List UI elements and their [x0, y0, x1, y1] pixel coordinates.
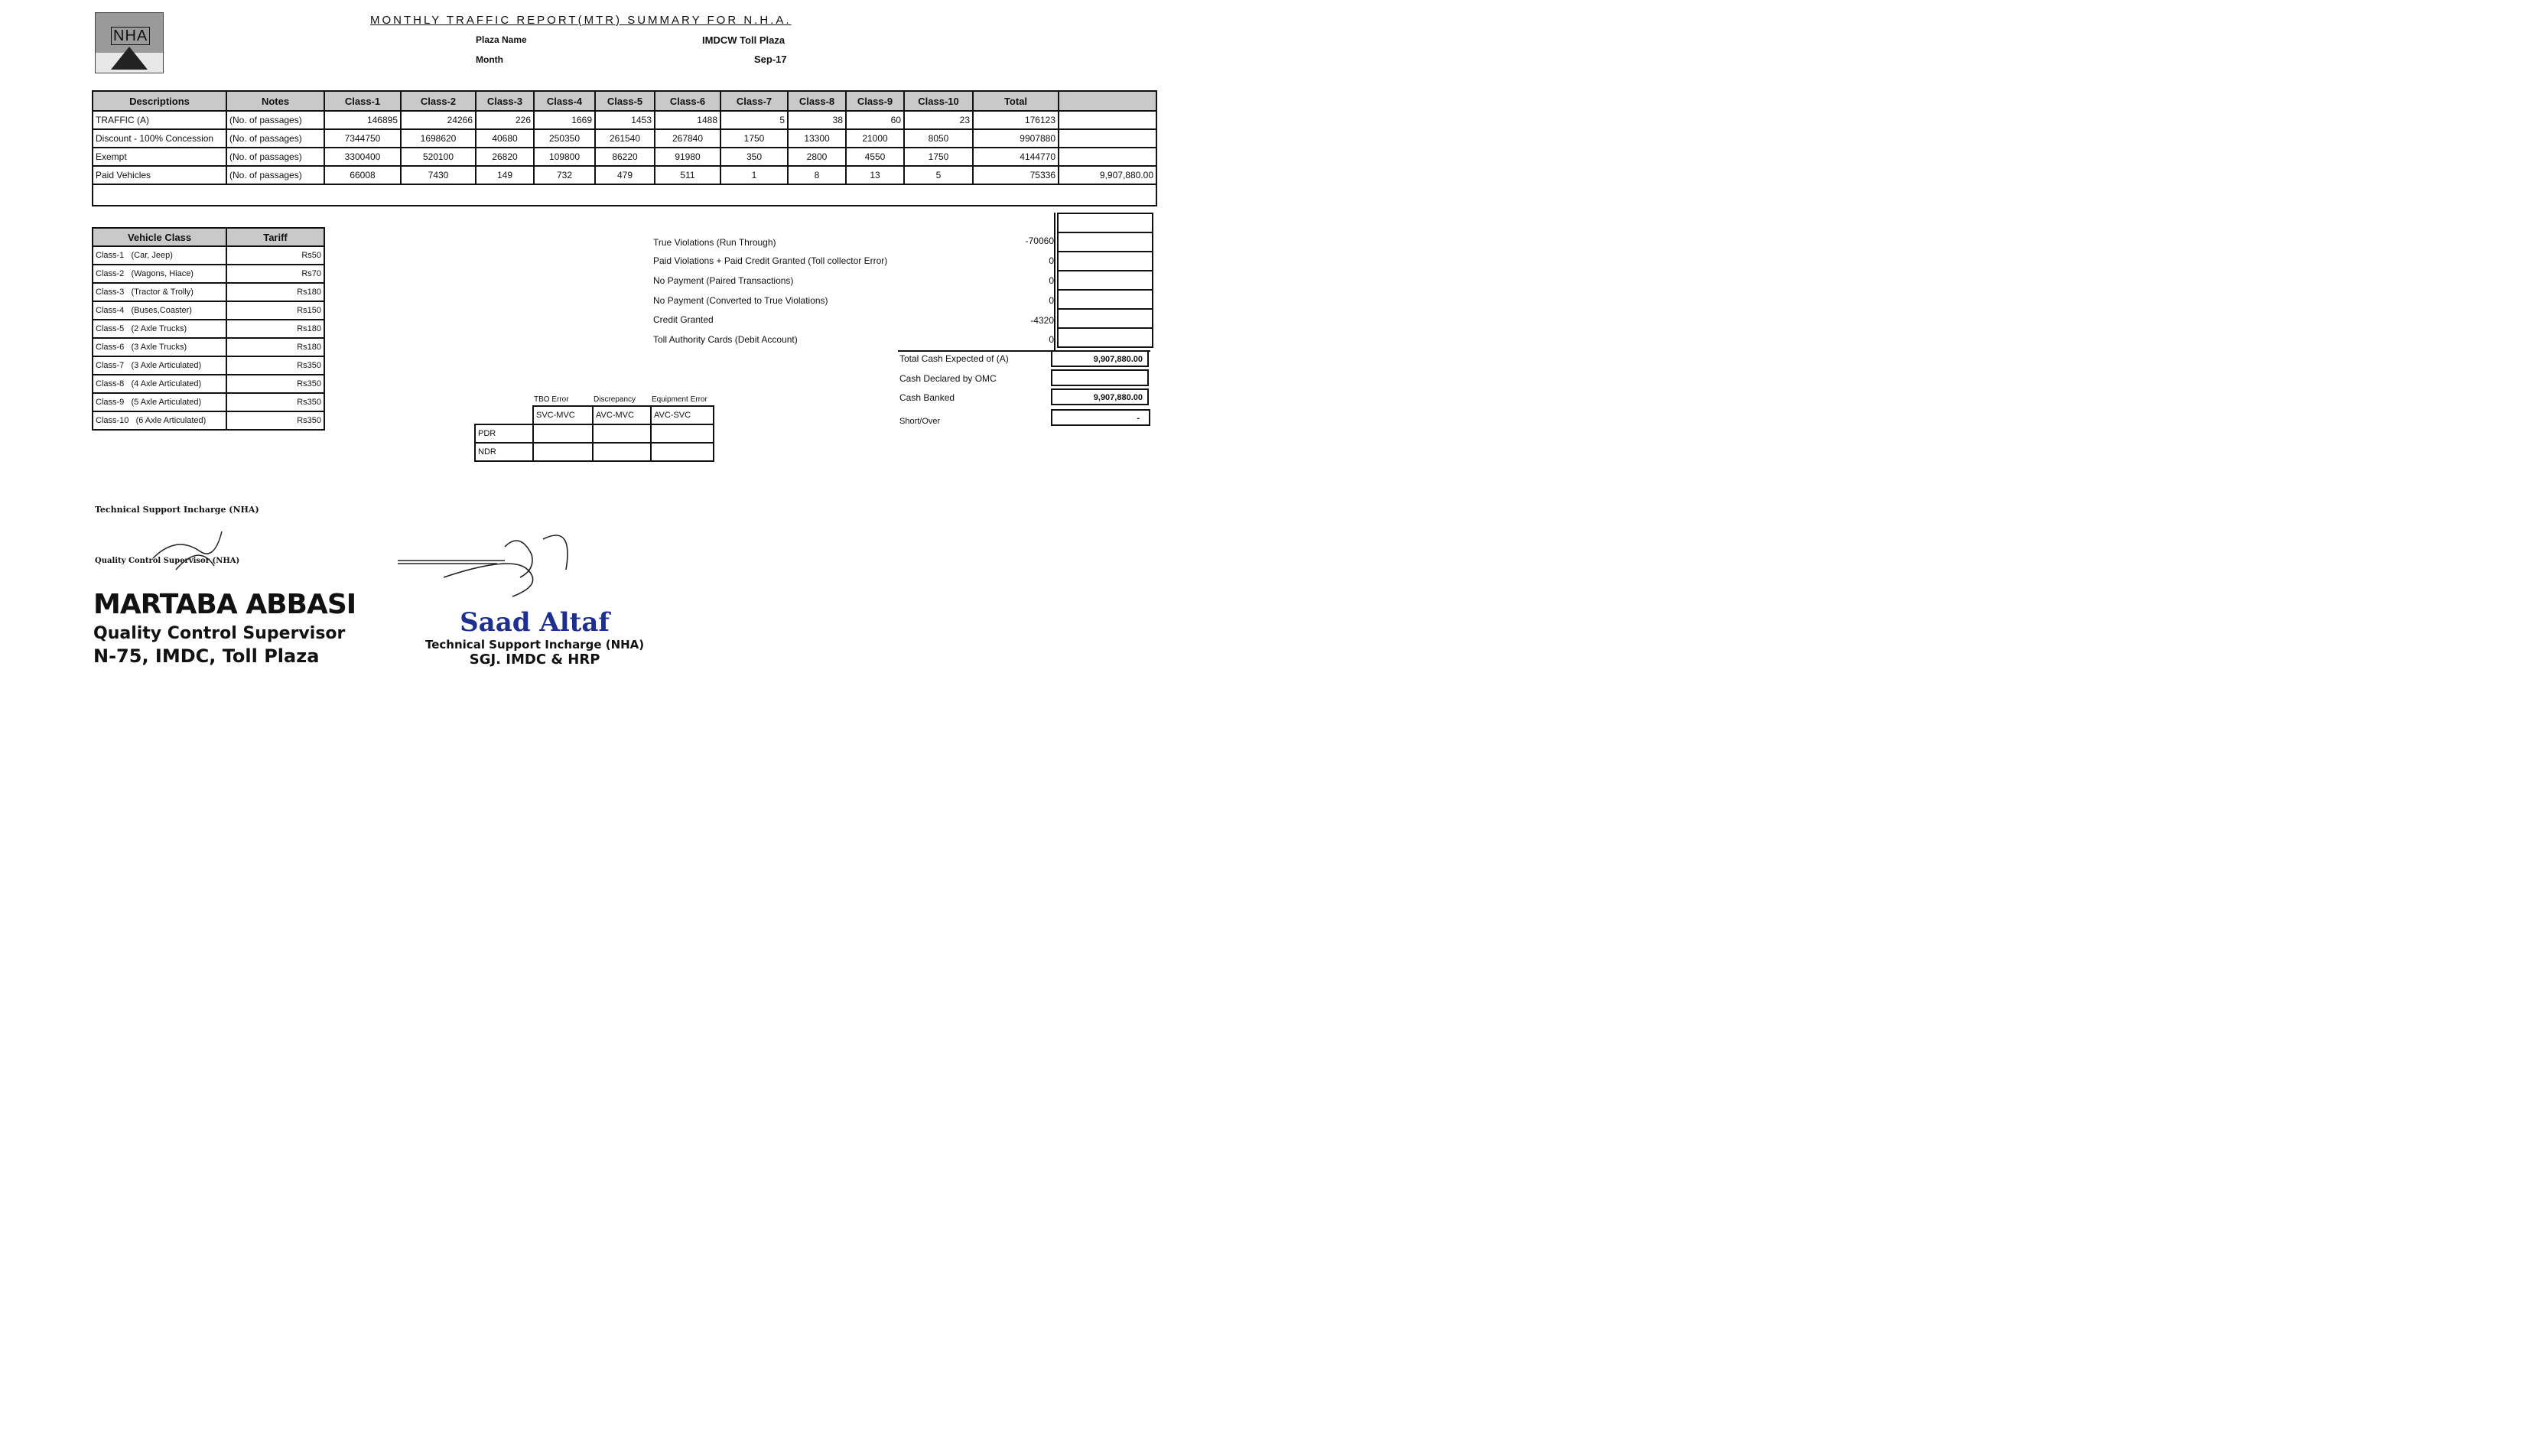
class-desc: (Car, Jeep) [131, 251, 173, 260]
class-name: Class-7 [96, 361, 125, 370]
row-notes: (No. of passages) [226, 166, 324, 184]
cell: 1669 [534, 111, 595, 129]
class-desc: (Buses,Coaster) [131, 306, 192, 315]
table-row [475, 424, 714, 443]
tariff: Rs180 [226, 320, 324, 338]
tariff: Rs50 [226, 246, 324, 265]
stamp1-title: Quality Control Supervisor [93, 623, 346, 643]
header-cell: Class-10 [904, 91, 973, 111]
tariff: Rs350 [226, 393, 324, 411]
row-total: 9907880 [973, 129, 1059, 148]
cell: 5 [720, 111, 788, 129]
table-row [93, 320, 324, 338]
cell: 40680 [476, 129, 534, 148]
row-notes: (No. of passages) [226, 111, 324, 129]
cell: 1698620 [401, 129, 476, 148]
violation-label: Toll Authority Cards (Debit Account) [653, 334, 798, 345]
error-sub-header: AVC-MVC [593, 406, 651, 424]
header-cell: Descriptions [93, 91, 226, 111]
header-cell: Class-2 [401, 91, 476, 111]
class-name: Class-8 [96, 379, 125, 388]
class-name: Class-6 [96, 343, 125, 352]
cell: 86220 [595, 148, 655, 166]
cell: 1750 [904, 148, 973, 166]
row-label: NDR [475, 443, 533, 461]
row-extra: 9,907,880.00 [1059, 166, 1156, 184]
table-row [93, 301, 324, 320]
error-top-header: Equipment Error [652, 395, 707, 404]
cell: 38 [788, 111, 846, 129]
cell: 91980 [655, 148, 720, 166]
month-label: Month [476, 54, 503, 65]
table-row [475, 443, 714, 461]
violation-label: No Payment (Paired Transactions) [653, 275, 794, 286]
cash-label: Cash Banked [899, 392, 955, 403]
stamp1-place: N-75, IMDC, Toll Plaza [93, 645, 320, 668]
error-sub-header: AVC-SVC [651, 406, 714, 424]
row-notes: (No. of passages) [226, 129, 324, 148]
cell: 109800 [534, 148, 595, 166]
class-name: Class-5 [96, 324, 125, 333]
class-name: Class-10 [96, 416, 129, 425]
cell: 149 [476, 166, 534, 184]
stamp2-name: Saad Altaf [460, 607, 610, 638]
cell: 8 [788, 166, 846, 184]
month-value: Sep-17 [754, 54, 787, 65]
cell: 5 [904, 166, 973, 184]
cell: 520100 [401, 148, 476, 166]
class-desc: (3 Axle Trucks) [131, 343, 187, 352]
table-row [93, 111, 1156, 129]
logo-text: NHA [111, 27, 150, 45]
violation-value: 0 [1049, 334, 1054, 345]
class-name: Class-4 [96, 306, 125, 315]
tariff: Rs70 [226, 265, 324, 283]
tariff: Rs350 [226, 375, 324, 393]
header-cell: Vehicle Class [93, 228, 226, 246]
violation-value: 0 [1049, 255, 1054, 266]
tech-support-label: Technical Support Incharge (NHA) [95, 505, 259, 515]
header-cell: Class-5 [595, 91, 655, 111]
class-desc: (2 Axle Trucks) [131, 324, 187, 333]
cell: 732 [534, 166, 595, 184]
cell: 26820 [476, 148, 534, 166]
plaza-label: Plaza Name [476, 34, 527, 45]
blank-row [93, 184, 1156, 206]
cash-value: 9,907,880.00 [1051, 388, 1149, 405]
class-desc: (6 Axle Articulated) [135, 416, 207, 425]
class-name: Class-1 [96, 251, 125, 260]
cell: 23 [904, 111, 973, 129]
violation-boxes [1057, 213, 1153, 348]
table-row [93, 148, 1156, 166]
cash-label: Short/Over [899, 417, 941, 426]
class-desc: (Tractor & Trolly) [131, 288, 194, 297]
tariff: Rs180 [226, 283, 324, 301]
cell: 226 [476, 111, 534, 129]
stamp2-title: Technical Support Incharge (NHA) [425, 638, 645, 652]
table-row [93, 356, 324, 375]
table-row [93, 129, 1156, 148]
violation-label: True Violations (Run Through) [653, 237, 776, 248]
error-top-header: Discrepancy [594, 395, 636, 404]
header-cell [1059, 91, 1156, 111]
cash-label: Cash Declared by OMC [899, 373, 997, 384]
class-desc: (Wagons, Hiace) [131, 269, 194, 278]
header-cell: Class-4 [534, 91, 595, 111]
row-extra [1059, 111, 1156, 129]
row-extra [1059, 148, 1156, 166]
row-desc: TRAFFIC (A) [93, 111, 226, 129]
error-sub-header: SVC-MVC [533, 406, 593, 424]
class-desc: (5 Axle Articulated) [131, 398, 202, 407]
traffic-header-row [93, 91, 1156, 111]
stamp-saad-altaf [425, 607, 644, 668]
cash-label: Total Cash Expected of (A) [899, 353, 1009, 364]
plaza-value: IMDCW Toll Plaza [702, 34, 785, 46]
cell: 267840 [655, 129, 720, 148]
cell: 511 [655, 166, 720, 184]
cell: 1453 [595, 111, 655, 129]
violation-label: Paid Violations + Paid Credit Granted (Toll collector Error) [653, 255, 888, 266]
class-name: Class-2 [96, 269, 125, 278]
violation-value: 0 [1049, 295, 1054, 306]
row-extra [1059, 129, 1156, 148]
header-cell: Class-9 [846, 91, 904, 111]
row-desc: Exempt [93, 148, 226, 166]
row-notes: (No. of passages) [226, 148, 324, 166]
violation-value: -70060 [1025, 236, 1054, 246]
table-row [93, 166, 1156, 184]
cell: 479 [595, 166, 655, 184]
header-cell: Class-8 [788, 91, 846, 111]
qc-label: Quality Control Supervisor (NHA) [95, 557, 240, 565]
tariff-table [92, 227, 325, 431]
tariff: Rs180 [226, 338, 324, 356]
row-total: 176123 [973, 111, 1059, 129]
report-title: MONTHLY TRAFFIC REPORT(MTR) SUMMARY FOR N.H.A. [370, 14, 792, 27]
cell: 3300400 [324, 148, 401, 166]
tariff-header-row [93, 228, 324, 246]
class-name: Class-3 [96, 288, 125, 297]
cell: 13 [846, 166, 904, 184]
tariff: Rs150 [226, 301, 324, 320]
table-row [93, 283, 324, 301]
table-row [93, 411, 324, 430]
cell: 146895 [324, 111, 401, 129]
cell: 24266 [401, 111, 476, 129]
cash-value [1051, 369, 1149, 386]
cell: 4550 [846, 148, 904, 166]
table-row [475, 406, 714, 424]
cell: 21000 [846, 129, 904, 148]
cell: 250350 [534, 129, 595, 148]
cell: 1 [720, 166, 788, 184]
header-cell: Class-7 [720, 91, 788, 111]
violation-label: Credit Granted [653, 314, 714, 325]
cell: 66008 [324, 166, 401, 184]
signature-scribble-1 [145, 528, 229, 574]
table-row [93, 246, 324, 265]
violation-label: No Payment (Converted to True Violations) [653, 295, 828, 306]
table-row [93, 375, 324, 393]
class-desc: (3 Axle Articulated) [131, 361, 202, 370]
traffic-table [92, 90, 1157, 206]
cash-value: - [1051, 409, 1150, 426]
header-cell: Tariff [226, 228, 324, 246]
cell: 261540 [595, 129, 655, 148]
road-icon [111, 47, 148, 70]
tariff: Rs350 [226, 411, 324, 430]
stamp1-name: MARTABA ABBASI [93, 589, 356, 620]
row-label: PDR [475, 424, 533, 443]
cell: 1488 [655, 111, 720, 129]
violation-value: -4320 [1030, 315, 1054, 326]
row-desc: Paid Vehicles [93, 166, 226, 184]
stamp2-place: SGJ. IMDC & HRP [469, 652, 600, 668]
violation-value: 0 [1049, 275, 1054, 286]
header-cell: Total [973, 91, 1059, 111]
header-cell: Class-3 [476, 91, 534, 111]
cash-value: 9,907,880.00 [1051, 350, 1149, 367]
tariff: Rs350 [226, 356, 324, 375]
cell: 350 [720, 148, 788, 166]
stamp-martaba-abbasi [93, 587, 356, 669]
table-row [93, 393, 324, 411]
table-row [93, 338, 324, 356]
header-cell: Class-1 [324, 91, 401, 111]
class-name: Class-9 [96, 398, 125, 407]
cell: 8050 [904, 129, 973, 148]
cell: 7430 [401, 166, 476, 184]
cell: 60 [846, 111, 904, 129]
cell: 1750 [720, 129, 788, 148]
row-desc: Discount - 100% Concession [93, 129, 226, 148]
cell: 7344750 [324, 129, 401, 148]
cell: 13300 [788, 129, 846, 148]
row-total: 4144770 [973, 148, 1059, 166]
row-total: 75336 [973, 166, 1059, 184]
cell: 2800 [788, 148, 846, 166]
table-row [93, 265, 324, 283]
error-top-header: TBO Error [534, 395, 569, 404]
header-cell: Notes [226, 91, 324, 111]
class-desc: (4 Axle Articulated) [131, 379, 202, 388]
nha-logo [95, 12, 164, 73]
errors-table [474, 405, 714, 462]
signature-scribble-2 [398, 524, 589, 608]
header-cell: Class-6 [655, 91, 720, 111]
